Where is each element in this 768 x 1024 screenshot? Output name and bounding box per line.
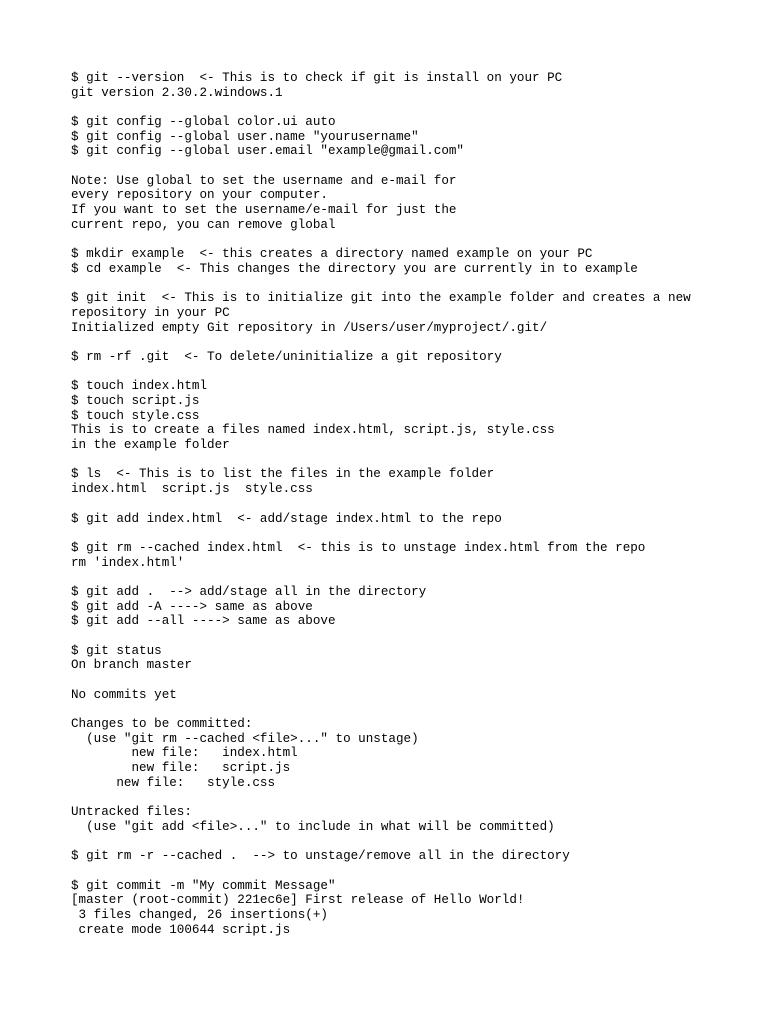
text-line: [master (root-commit) 221ec6e] First release of Hello World! <box>71 893 525 908</box>
text-line: Untracked files: <box>71 805 192 820</box>
text-line: $ git config --global user.email "example@gmail.com" <box>71 144 464 159</box>
blank-line <box>71 277 751 292</box>
text-line: git version 2.30.2.windows.1 <box>71 85 283 100</box>
text-line: $ git add --all ----> same as above <box>71 614 336 629</box>
text-line: (use "git rm --cached <file>..." to unstage) <box>71 731 419 746</box>
text-line: On branch master <box>71 658 192 673</box>
text-line: index.html script.js style.css <box>71 482 313 497</box>
text-line: current repo, you can remove global <box>71 217 336 232</box>
document-body <box>71 71 751 937</box>
text-line: $ cd example <- This changes the directory you are currently in to example <box>71 261 638 276</box>
text-line: Initialized empty Git repository in /Users/user/myproject/.git/ <box>71 320 548 335</box>
blank-line <box>71 159 751 174</box>
text-line: $ git status <box>71 643 162 658</box>
text-line: $ touch script.js <box>71 394 200 409</box>
text-line: Changes to be committed: <box>71 717 253 732</box>
text-line: $ touch index.html <box>71 379 208 394</box>
text-line: $ git commit -m "My commit Message" <box>71 878 336 893</box>
text-line: (use "git add <file>..." to include in what will be committed) <box>71 819 555 834</box>
blank-line <box>71 453 751 468</box>
text-line: $ git add -A ----> same as above <box>71 599 313 614</box>
text-line: $ git add . --> add/stage all in the directory <box>71 584 427 599</box>
text-line: $ git add index.html <- add/stage index.html to the repo <box>71 511 502 526</box>
text-line: $ git init <- This is to initialize git into the example folder and creates a new <box>71 291 691 306</box>
text-line: repository in your PC <box>71 305 230 320</box>
text-line: This is to create a files named index.html, script.js, style.css <box>71 423 555 438</box>
text-line: new file: index.html <box>71 746 298 761</box>
text-line: $ ls <- This is to list the files in the example folder <box>71 467 495 482</box>
blank-line <box>71 864 751 879</box>
text-line: $ touch style.css <box>71 408 200 423</box>
text-line: in the example folder <box>71 438 230 453</box>
text-line: 3 files changed, 26 insertions(+) <box>71 907 328 922</box>
text-line: every repository on your computer. <box>71 188 328 203</box>
text-line: $ mkdir example <- this creates a directory named example on your PC <box>71 247 593 262</box>
blank-line <box>71 702 751 717</box>
text-line: $ git rm --cached index.html <- this is to unstage index.html from the repo <box>71 540 646 555</box>
text-line: rm 'index.html' <box>71 555 185 570</box>
blank-line <box>71 570 751 585</box>
text-line: new file: script.js <box>71 761 291 776</box>
text-line: $ rm -rf .git <- To delete/uninitialize a git repository <box>71 349 502 364</box>
blank-line <box>71 790 751 805</box>
blank-line <box>71 629 751 644</box>
text-line: No commits yet <box>71 687 177 702</box>
text-line: If you want to set the username/e-mail for just the <box>71 203 457 218</box>
blank-line <box>71 335 751 350</box>
blank-line <box>71 497 751 512</box>
blank-line <box>71 233 751 248</box>
text-line: new file: style.css <box>71 775 276 790</box>
text-line: $ git rm -r --cached . --> to unstage/remove all in the directory <box>71 849 570 864</box>
text-line: $ git --version <- This is to check if git is install on your PC <box>71 71 563 85</box>
blank-line <box>71 526 751 541</box>
text-line: $ git config --global user.name "yourusername" <box>71 129 419 144</box>
text-line: Note: Use global to set the username and e-mail for <box>71 173 457 188</box>
blank-line <box>71 673 751 688</box>
blank-line <box>71 365 751 380</box>
blank-line <box>71 100 751 115</box>
blank-line <box>71 835 751 850</box>
text-line: $ git config --global color.ui auto <box>71 115 336 130</box>
text-line: create mode 100644 script.js <box>71 922 291 937</box>
